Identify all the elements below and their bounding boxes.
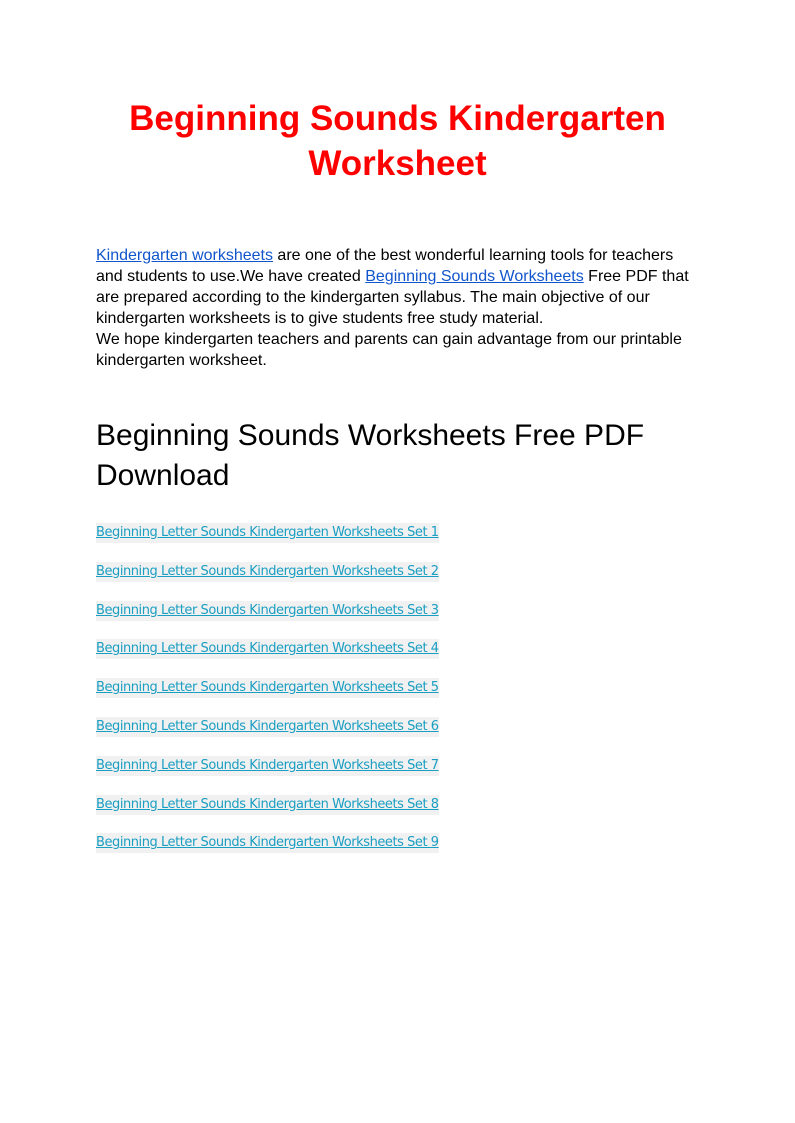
page-title: Beginning Sounds Kindergarten Worksheet <box>129 99 666 183</box>
list-item <box>96 562 439 601</box>
list-item <box>96 717 439 756</box>
list-item <box>96 756 439 795</box>
intro-paragraph <box>96 245 699 371</box>
list-item <box>96 795 439 834</box>
list-item <box>96 639 439 678</box>
download-link-set-7[interactable]: Beginning Letter Sounds Kindergarten Worksheets Set 7 <box>96 756 439 776</box>
download-link-set-5[interactable]: Beginning Letter Sounds Kindergarten Worksheets Set 5 <box>96 678 439 698</box>
beginning-sounds-worksheets-link[interactable]: Beginning Sounds Worksheets <box>365 268 584 285</box>
list-item <box>96 678 439 717</box>
kindergarten-worksheets-link[interactable]: Kindergarten worksheets <box>96 247 273 264</box>
intro-text-2: Free PDF that are prepared according to the kindergarten syllabus. The main objective of our kindergarten worksheets is to give students free study material. <box>96 268 689 327</box>
download-link-set-8[interactable]: Beginning Letter Sounds Kindergarten Worksheets Set 8 <box>96 795 439 815</box>
download-link-set-1[interactable]: Beginning Letter Sounds Kindergarten Worksheets Set 1 <box>96 523 439 543</box>
download-link-set-4[interactable]: Beginning Letter Sounds Kindergarten Worksheets Set 4 <box>96 639 439 659</box>
download-links-list <box>96 523 439 872</box>
download-link-set-2[interactable]: Beginning Letter Sounds Kindergarten Worksheets Set 2 <box>96 562 439 582</box>
list-item <box>96 601 439 640</box>
section-heading: Beginning Sounds Worksheets Free PDF Download <box>96 419 645 492</box>
download-link-set-9[interactable]: Beginning Letter Sounds Kindergarten Worksheets Set 9 <box>96 833 439 853</box>
intro-text-1: are one of the best wonderful learning tools for teachers and students to use.We have created <box>96 247 674 285</box>
download-link-set-6[interactable]: Beginning Letter Sounds Kindergarten Worksheets Set 6 <box>96 717 439 737</box>
intro-text-3: We hope kindergarten teachers and parents can gain advantage from our printable kindergarten worksheet. <box>96 331 682 369</box>
list-item <box>96 833 439 872</box>
download-link-set-3[interactable]: Beginning Letter Sounds Kindergarten Worksheets Set 3 <box>96 601 439 621</box>
list-item <box>96 523 439 562</box>
